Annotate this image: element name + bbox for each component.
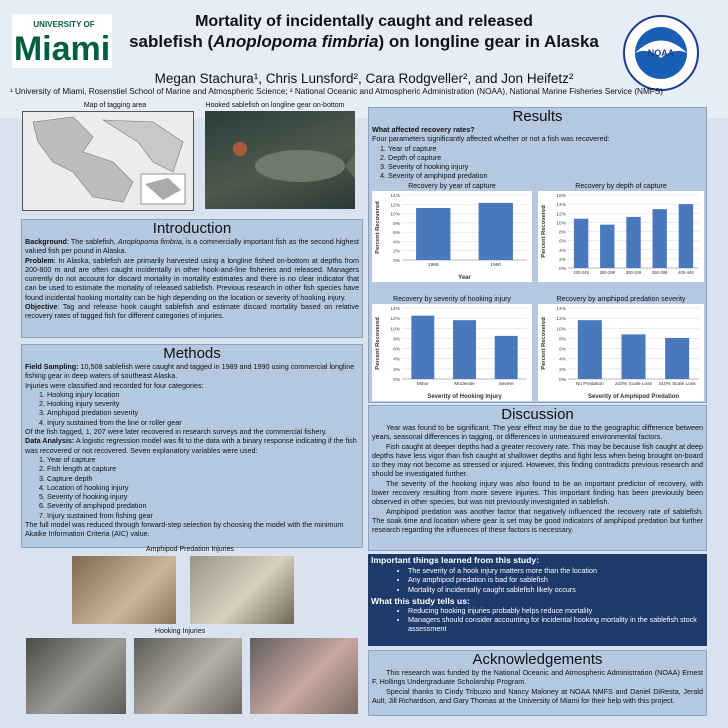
- y-tick-label: 0%: [559, 378, 566, 383]
- methods-panel: [21, 344, 363, 548]
- objective-paragraph: Objective: Tag and release hook caught sablefish and estimate discard mortality based on relative recovery rates of tagged fish for different categories of injuries.: [25, 302, 359, 321]
- chart-title: Recovery by severity of hooking injury: [393, 296, 511, 303]
- x-tick-label: 300-349: [625, 270, 642, 275]
- list-item: 2. Fish length at capture: [47, 464, 359, 473]
- y-tick-label: 8%: [393, 221, 400, 227]
- y-tick-label: 16%: [556, 194, 566, 199]
- hooked-sablefish-photo: [205, 111, 355, 209]
- y-tick-label: 8%: [559, 337, 566, 343]
- tells-title: What this study tells us:: [371, 595, 470, 606]
- x-tick-label: 200-249: [573, 270, 589, 275]
- field-sampling-paragraph: Field Sampling: 10,508 sablefish were caught and tagged in 1989 and 1990 using commercial longline fishing gear in deep waters of southeast Alaska.: [25, 362, 355, 381]
- list-item: 2. Depth of capture: [388, 153, 703, 162]
- results-body: [369, 125, 706, 181]
- acknowledgements-title: Acknowledgements: [472, 651, 603, 668]
- authors: Megan Stachura¹, Chris Lunsford², Cara Rodgveller², and Jon Heifetz²: [154, 71, 574, 86]
- acknowledgements-panel: [368, 650, 707, 716]
- y-tick-label: 12%: [390, 203, 400, 209]
- chart-svg: [538, 191, 704, 282]
- chart-depth: [538, 182, 704, 282]
- bar: [479, 203, 513, 260]
- y-axis-label: Percent Recovered: [375, 317, 381, 370]
- y-tick-label: 4%: [393, 357, 400, 363]
- affiliations: ¹ University of Miami, Rosenstiel School of Marine and Atmospheric Science; ² National Oceanic and Atmospheric Administration (NOAA), National Marine Fisheries Service (NMFS): [10, 87, 663, 96]
- y-tick-label: 6%: [559, 347, 566, 353]
- bar: [411, 316, 434, 379]
- y-axis-label: Percent Recovered: [541, 205, 547, 258]
- y-tick-label: 6%: [393, 347, 400, 353]
- learned-panel: [368, 554, 707, 646]
- tagging-area-map: [22, 111, 194, 211]
- logo-name-text: Miami: [13, 30, 111, 68]
- list-item: 3. Severity of hooking injury: [388, 162, 703, 171]
- discussion-body: [369, 423, 706, 535]
- x-tick-label: 250-299: [599, 270, 615, 275]
- chart-svg: [372, 304, 532, 401]
- amphipod-injury-photo-2: [190, 556, 294, 624]
- bar: [652, 209, 666, 268]
- y-tick-label: 2%: [393, 367, 400, 373]
- x-tick-label: ≥10% Scale Loss: [614, 382, 653, 387]
- y-axis-label: Percent Recovered: [541, 317, 547, 370]
- list-item: 5. Severity of hooking injury: [47, 492, 359, 501]
- y-tick-label: 10%: [390, 327, 400, 333]
- y-tick-label: 6%: [393, 231, 400, 237]
- list-item: • The severity of a hook injury matters more than the location: [408, 566, 707, 575]
- x-tick-label: Moderate: [454, 382, 475, 387]
- y-tick-label: 4%: [559, 357, 566, 363]
- amphipod-injury-photo-1: [72, 556, 176, 624]
- bar: [621, 334, 645, 379]
- y-tick-label: 2%: [559, 367, 566, 373]
- y-tick-label: 10%: [556, 221, 566, 227]
- bar: [626, 217, 640, 268]
- model-reduction-paragraph: The full model was reduced through forward-step selection by choosing the model with the minimum Akaike Information Criteria (AIC) value.: [25, 520, 344, 539]
- chart-svg: [538, 304, 704, 401]
- y-tick-label: 8%: [559, 230, 566, 236]
- x-tick-label: ≥10% Scale Loss: [658, 382, 696, 387]
- ack-paragraph-1: This research was funded by the National Oceanic and Atmospheric Administration (NOAA) Ernest F. Hollings Undergraduate Scholarship Program.: [372, 668, 703, 687]
- methods-body: [22, 362, 362, 539]
- background-paragraph: Background: The sablefish, Anoplopoma fimbria, is a commercially important fish as the second highest valued fish per pound in Alaska.: [25, 237, 359, 256]
- y-tick-label: 14%: [556, 307, 566, 312]
- learned-list: [368, 566, 707, 594]
- list-item: 4. Location of hooking injury: [47, 483, 359, 492]
- methods-title: Methods: [163, 345, 221, 362]
- bar: [578, 320, 602, 379]
- list-item: 3. Amphipod predation severity: [47, 408, 359, 417]
- poster-title: Mortality of incidentally caught and released sablefish (Anoplopoma fimbria) on longline gear in Alaska: [129, 13, 599, 51]
- y-tick-label: 8%: [393, 337, 400, 343]
- chart-svg: [372, 191, 532, 282]
- list-item: 1. Year of capture: [388, 144, 703, 153]
- discussion-paragraph-1: Year was found to be significant. The year effect may be due to the geographic difference between years, seasonal differences in tagging, or differences in unmeasured environmental factors.: [372, 423, 703, 442]
- x-axis-label: Severity of Hooking Injury: [427, 394, 502, 400]
- list-item: 6. Severity of amphipod predation: [47, 501, 359, 510]
- injuries-intro: Injuries were classified and recorded for four categories:: [25, 380, 204, 390]
- learned-title: Important things learned from this study:: [371, 555, 540, 565]
- results-intro: Four parameters significantly affected whether or not a fish was recovered:: [372, 134, 610, 144]
- list-item: 2. Hooking injury severity: [47, 399, 359, 408]
- bar: [574, 219, 588, 268]
- bar: [600, 225, 614, 268]
- y-axis-label: Percent Recovered: [375, 201, 381, 254]
- chart-hooking-severity: [372, 295, 532, 401]
- list-item: • Reducing hooking injuries probably helps reduce mortality: [408, 606, 707, 615]
- y-tick-label: 12%: [556, 212, 566, 218]
- introduction-title: Introduction: [152, 220, 232, 237]
- hooking-injury-photo-3: [250, 638, 358, 714]
- results-title: Results: [512, 108, 563, 125]
- ack-paragraph-2: Special thanks to Cindy Tribuzio and Nancy Maloney at NOAA NMFS and Daniel DiResta, Jerald Ault, Jill Richardson, and Gary Thomas at the University of Miami for their help with this project.: [372, 686, 703, 705]
- data-analysis-paragraph: Data Analysis: A logistic regression model was fit to the data with a binary response indicating if the fish was recovered or not recovered. Seven explanatory variables were used:: [25, 436, 357, 455]
- y-tick-label: 14%: [556, 203, 566, 209]
- x-axis-label: Year: [458, 275, 471, 281]
- introduction-panel: [21, 219, 363, 338]
- x-axis-label: Severity of Amphipod Predation: [587, 394, 680, 400]
- discussion-paragraph-4: Amphipod predation was another factor that negatively influenced the recovery rate of sablefish. The soak time and location where gear is set may be good indicators of amphipod predation but further research regarding the influences of these factors is necessary.: [372, 506, 703, 535]
- acknowledgements-body: [369, 668, 706, 705]
- results-list: [372, 144, 703, 181]
- injury-list: [25, 390, 359, 427]
- noaa-text: NOAA: [647, 48, 675, 58]
- list-item: 3. Capture depth: [47, 474, 359, 483]
- chart-amphipod-severity: [538, 295, 704, 401]
- university-of-miami-logo: [12, 14, 112, 68]
- y-tick-label: 4%: [393, 240, 400, 246]
- variable-list: [25, 455, 359, 520]
- problem-paragraph: Problem: In Alaska, sablefish are primarily harvested using a longline fished on-bottom at depths from 200-800 m and are often caught incidentally in other hook-and-line fisheries and released. Managers currently do not account for discard mortality in mortality estimates and there is no clear indicator that can be used to estimate the mortality of released sablefish. Previous research in other fish species have found incidental hooking mortality can be high depending on the location or severity of hooking injury.: [25, 255, 359, 302]
- amphipod-caption: Amphipod Predation Injuries: [146, 546, 234, 553]
- x-tick-label: 400-449: [678, 270, 694, 275]
- chart-title: Recovery by amphipod predation severity: [556, 296, 686, 303]
- recovered-paragraph: Of the fish tagged, 1, 207 were later recovered in research surveys and the commercial fishery.: [25, 427, 327, 437]
- list-item: 4. Severity of amphipod predation: [388, 171, 703, 180]
- list-item: 1. Year of capture: [47, 455, 359, 464]
- x-tick-label: Minor: [416, 382, 429, 387]
- x-tick-label: No Predation: [575, 382, 604, 387]
- y-tick-label: 6%: [559, 239, 566, 245]
- y-tick-label: 14%: [390, 194, 400, 199]
- list-item: • Mortality of incidentally caught sablefish likely occurs: [408, 585, 707, 594]
- list-item: 4. Injury sustained from the line or roller gear: [47, 418, 359, 427]
- tells-list: [368, 606, 707, 634]
- hooked-caption: Hooked sablefish on longline gear on-bottom: [205, 102, 345, 109]
- y-tick-label: 12%: [390, 317, 400, 323]
- logo-top-text: UNIVERSITY OF: [33, 20, 95, 29]
- x-tick-label: 1990: [490, 263, 502, 268]
- y-tick-label: 4%: [559, 248, 566, 254]
- list-item: 7. Injury sustained from fishing gear: [47, 511, 359, 520]
- introduction-body: [22, 237, 362, 321]
- x-tick-label: Severe: [498, 382, 514, 387]
- discussion-paragraph-3: The severity of the hooking injury was also found to be an important predictor of recovery, with lower recovery resulting from more severe injuries. This important finding has been previously been observed in other species, but was not previously investigated in sablefish.: [372, 478, 703, 507]
- bar: [665, 338, 689, 379]
- bar: [679, 204, 693, 268]
- list-item: • Managers should consider accounting for incidental hooking mortality in the sablefish stock assessment: [408, 615, 707, 634]
- results-question: What affected recovery rates?: [372, 125, 475, 134]
- chart-title: Recovery by depth of capture: [575, 183, 667, 190]
- y-tick-label: 10%: [390, 212, 400, 218]
- bar: [495, 336, 518, 379]
- list-item: • Any amphipod predation is bad for sablefish: [408, 575, 707, 584]
- y-tick-label: 0%: [559, 267, 566, 272]
- y-tick-label: 10%: [556, 327, 566, 333]
- y-tick-label: 0%: [393, 259, 400, 264]
- y-tick-label: 2%: [559, 257, 566, 263]
- discussion-paragraph-2: Fish caught at deeper depths had a greater recovery rate. This may be because fish caught at deep depths have less vigor than fish caught at shallower depths and fight less when being brought on-board so they may not become as stressed or injured. However, this finding contradicts previous research and should be investigated further.: [372, 441, 703, 479]
- chart-title: Recovery by year of capture: [408, 183, 496, 190]
- hooking-injury-photo-1: [26, 638, 126, 714]
- discussion-panel: [368, 405, 707, 551]
- chart-year: [372, 182, 532, 282]
- discussion-title: Discussion: [501, 406, 574, 423]
- x-tick-label: 1989: [427, 263, 439, 268]
- y-tick-label: 0%: [393, 378, 400, 383]
- y-tick-label: 14%: [390, 307, 400, 312]
- list-item: 1. Hooking injury location: [47, 390, 359, 399]
- hooking-caption: Hooking Injuries: [154, 628, 206, 635]
- hooking-injury-photo-2: [134, 638, 242, 714]
- map-caption: Map of tagging area: [83, 102, 147, 109]
- x-tick-label: 350-399: [652, 270, 668, 275]
- bar: [416, 208, 450, 260]
- y-tick-label: 2%: [393, 249, 400, 255]
- bar: [453, 320, 476, 379]
- y-tick-label: 12%: [556, 317, 566, 323]
